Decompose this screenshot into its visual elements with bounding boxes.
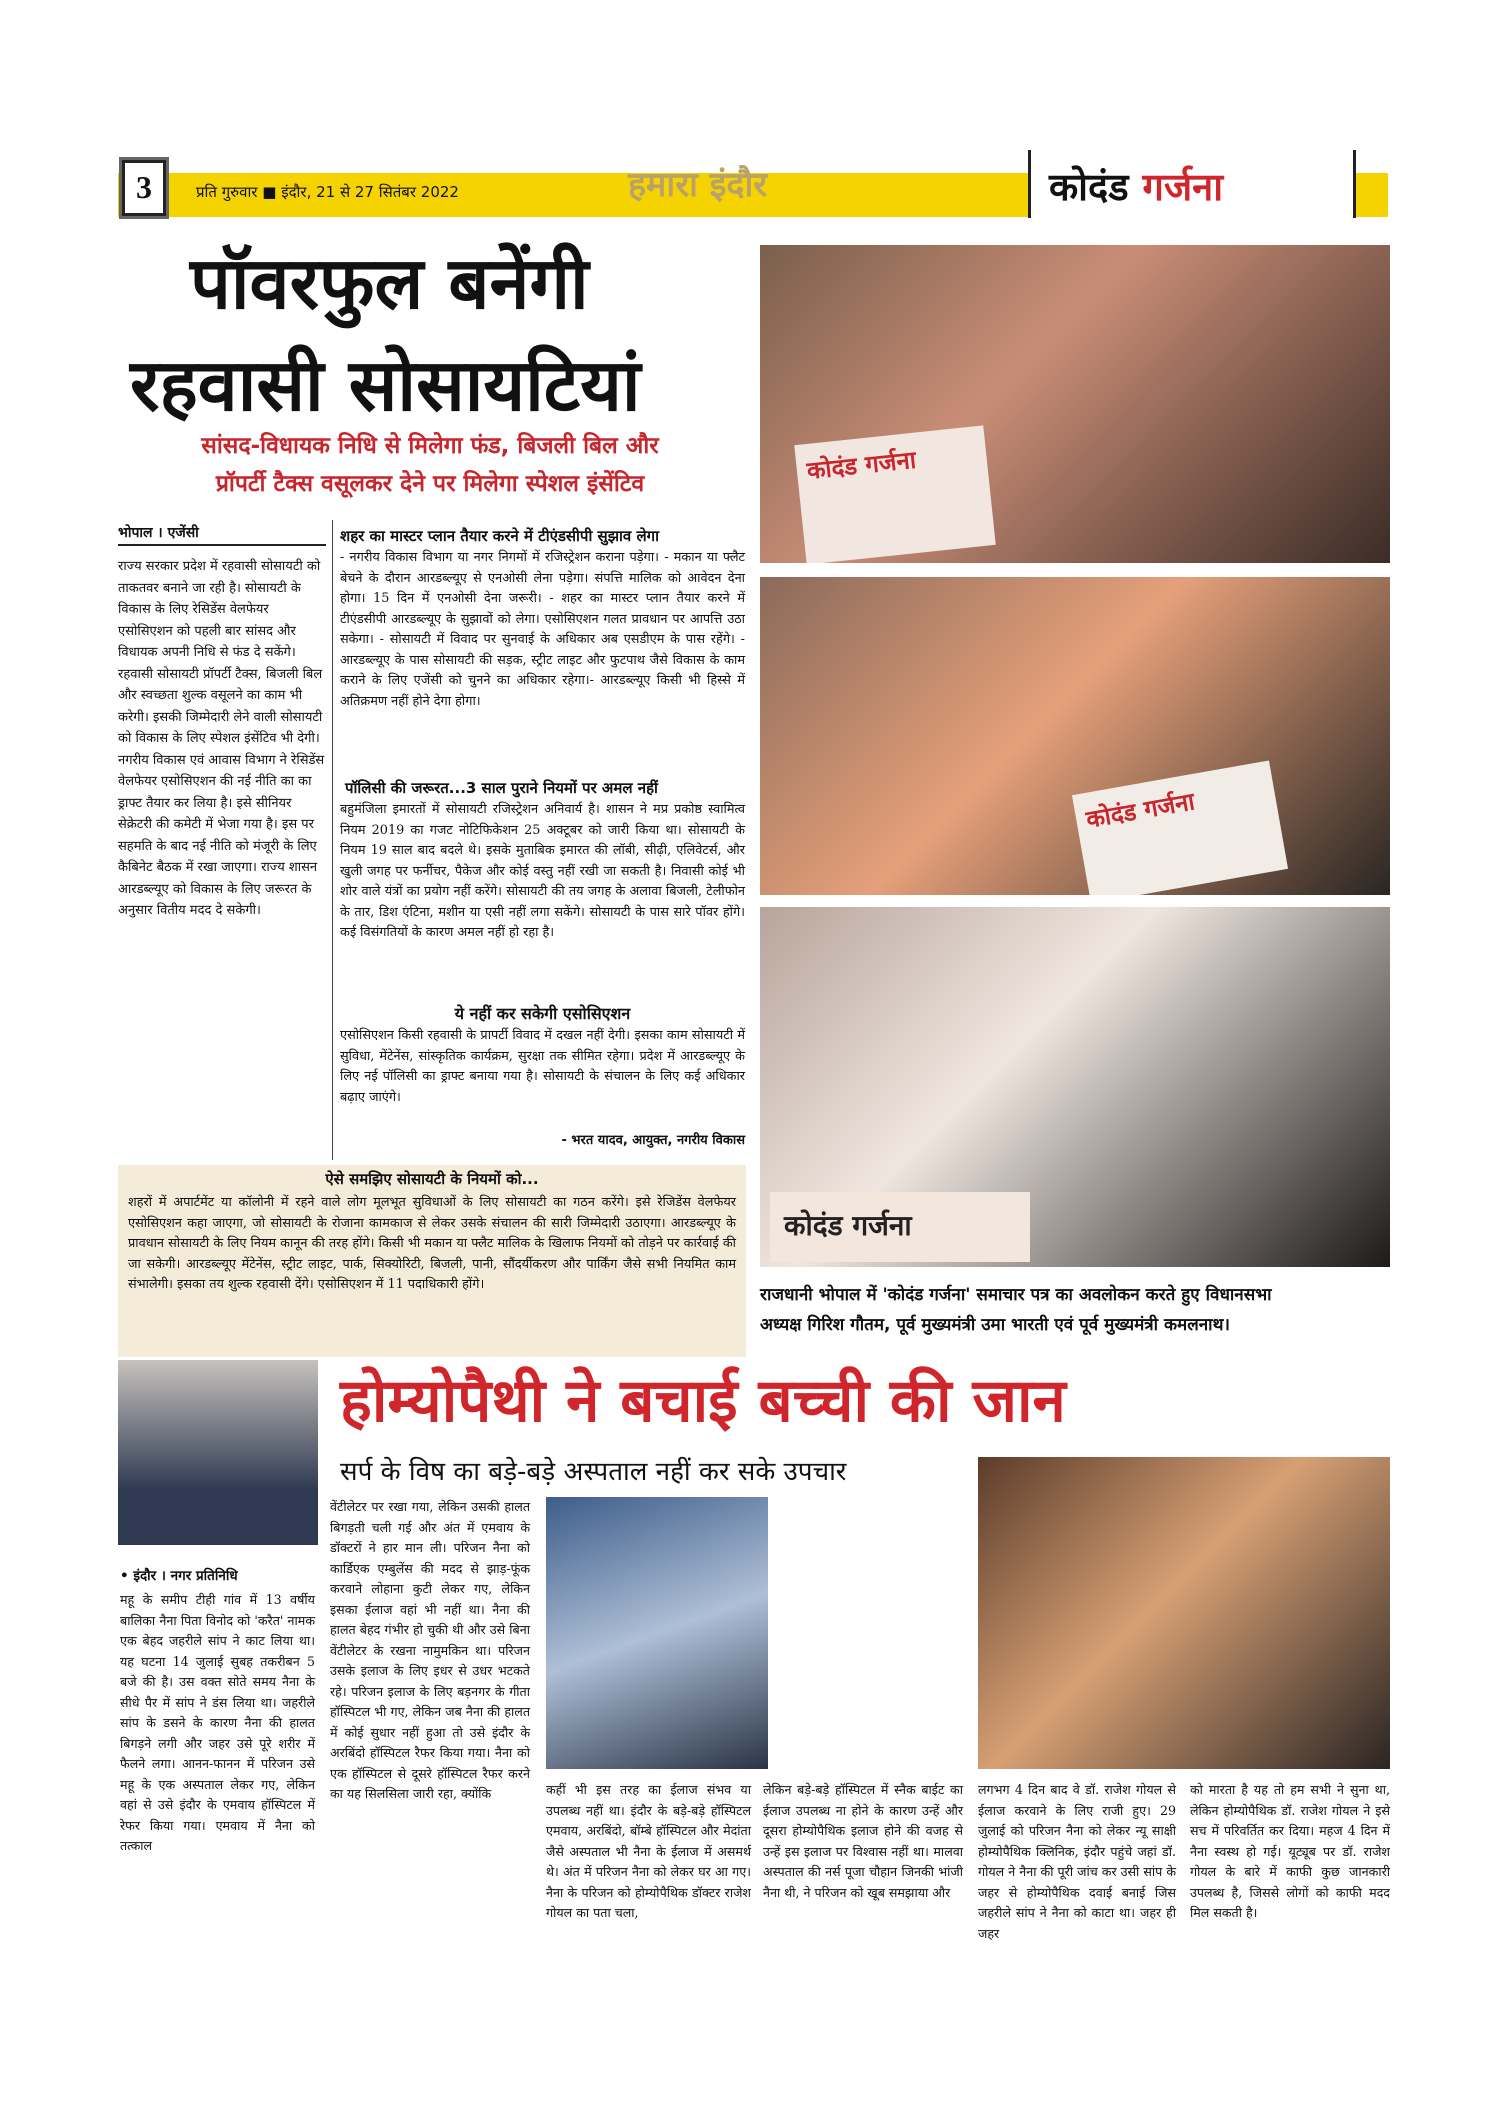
subhead-line-1: सांसद-विधायक निधि से मिलेगा फंड, बिजली बिल और: [201, 433, 659, 459]
story2-col2: वेंटीलेटर पर रखा गया, लेकिन उसकी हालत बिगड़ती चली गई और अंत में एमवाय के डॉक्टरों ने हार मान ली। परिजन नैना को कार्डिएक एम्बुलेंस की मदद से झाड़-फूंक करवाने लोहाना कुटी लेकर गए, लेकिन इसका ईलाज वहां भी नहीं था। नैना की हालत बेहद गंभीर हो चुकी थी और उसे बिना वेंटीलेटर के रखना नामुमकिन था। परिजन उसके इलाज के लिए इधर से उधर भटकते रहे। परिजन इलाज के लिए बड़नगर के गीता हॉस्पिटल भी गए, लेकिन जब नैना की हालत में कोई सुधार नहीं हुआ तो उसे इंदौर के अरबिंदो हॉस्पिटल रैफर किया गया। नैना को एक हॉस्पिटल से दूसरे हॉस्पिटल रैफर करने का यह सिलसिला जारी रहा, क्योंकि: [330, 1499, 530, 1801]
photo-family: [978, 1457, 1390, 1769]
newspaper-prop-3: कोदंड गर्जना: [770, 1192, 1030, 1262]
photo-doctor: [118, 1360, 318, 1545]
photo-event-1: [760, 245, 1390, 563]
info-box-text: शहरों में अपार्टमेंट या कॉलोनी में रहने वाले लोग मूलभूत सुविधाओं के लिए सोसायटी का गठन करेंगे। इसे रेजिडेंस वेलफेयर एसोसिएशन कहा जाएगा, जो सोसायटी के रोजाना कामकाज से लेकर उसके संचालन की सारी जिम्मेदारी उठाएगा। आरडब्ल्यूए के प्रावधान सोसायटी के लिए नियम कानून की तरह होंगे। किसी भी मकान या फ्लैट मालिक के खिलाफ नियमों को तोड़ने पर कार्रवाई की जा सकेगी। आरडब्ल्यूए मेंटेनेंस, स्ट्रीट लाइट, पार्क, सिक्योरिटी, बिजली, पानी, सौंदर्यीकरण और पार्किंग जैसे सभी नियमित काम संभालेगी। इसका तय शुल्क रहवासी देंगे। एसोसिएशन में 11 पदाधिकारी होंगे।: [128, 1195, 736, 1292]
photo-event-2: [760, 577, 1390, 895]
story2-col5: लगभग 4 दिन बाद वे डॉ. राजेश गोयल से ईलाज करवाने के लिए राजी हुए। 29 जुलाई को परिजन नैना को लेकर न्यू साक्षी होम्योपैथिक क्लिनिक, इंदौर पहुंचे जहां डॉ. गोयल ने नैना की पूरी जांच कर उसी सांप के जहर से होम्योपैथिक दवाई बनाई जिस जहरीले सांप ने नैना को काटा था। जहर ही जहर: [978, 1782, 1176, 1941]
info-box: [118, 1165, 746, 1357]
story2-col6: को मारता है यह तो हम सभी ने सुना था, लेकिन होम्योपैथिक डॉ. राजेश गोयल ने इसे सच में परिवर्तित कर दिया। महज 4 दिन में नैना स्वस्थ हो गई। यूट्यूब पर डॉ. राजेश गोयल के बारे में काफी कुछ जानकारी उपलब्ध है, जिससे लोगों को काफी मदद मिल सकती है।: [1190, 1782, 1390, 1920]
quote-attribution: - भरत यादव, आयुक्त, नगरीय विकास: [561, 1133, 745, 1148]
caption-line-2: अध्यक्ष गिरिश गौतम, पूर्व मुख्यमंत्री उमा भारती एवं पूर्व मुख्यमंत्री कमलनाथ।: [760, 1315, 1230, 1335]
story2-headline: होम्योपैथी ने बचाई बच्ची की जान: [340, 1366, 1066, 1436]
masthead-logo: [1028, 150, 1356, 218]
story2-col3: कहीं भी इस तरह का ईलाज संभव या उपलब्ध नहीं था। इंदौर के बड़े-बड़े हॉस्पिटल एमवाय, अरबिंदो, बॉम्बे हॉस्पिटल और मेदांता जैसे अस्पताल भी नैना के ईलाज में असमर्थ थे। अंत में परिजन नैना को लेकर घर आ गए। नैना के परिजन को होम्योपैथिक डॉक्टर राजेश गोयल का पता चला,: [546, 1782, 751, 1920]
story2-col4: लेकिन बड़े-बड़े हॉस्पिटल में स्नैक बाईट का ईलाज उपलब्ध ना होने के कारण उन्हें और दूसरा होम्योपैथिक इलाज होने की वजह से उन्हें इस इलाज पर विश्वास नहीं था। मालवा अस्पताल की नर्स पूजा चौहान जिनकी भांजी नैना थी, ने परिजन को खूब समझाया और: [763, 1782, 963, 1900]
headline-line-2: रहवासी सोसायटियां: [130, 342, 641, 427]
para-b: बहुमंजिला इमारतों में सोसायटी रजिस्ट्रेशन अनिवार्य है। शासन ने मप्र प्रकोष्ठ स्वामित्व नियम 2019 का गजट नोटिफिकेशन 25 अक्टूबर को जारी किया था। सोसायटी के नियम 19 साल बाद बदले थे। इसके मुताबिक इमारत की लॉबी, सीढ़ी, एलिवेटर्स, और खुली जगह पर फर्नीचर, पैकेज और कोई वस्तु नहीं रखी जा सकती है। निवासी कोई भी शोर वाले यंत्रों का प्रयोग नहीं करेंगे। सोसायटी की तय जगह के अलावा बिजली, टेलीफोन के तार, डिश एंटिना, मशीन या एसी नहीं लगा सकेंगे। सोसायटी के पास सारे पॉवर होंगे। कई विसंगतियों के कारण अमल नहीं हो रहा है।: [340, 802, 745, 940]
newspaper-prop-2: कोदंड गर्जना: [1072, 760, 1288, 895]
photo-event-3: [760, 907, 1390, 1267]
subhead-a: शहर का मास्टर प्लान तैयार करने में टीएंडसीपी सुझाव लेगा: [340, 527, 659, 545]
section-title: हमारा इंदौर: [628, 165, 768, 205]
dateline: प्रति गुरुवार ■ इंदौर, 21 से 27 सितंबर 2022: [196, 183, 459, 201]
byline: भोपाल । एजेंसी: [118, 523, 326, 546]
para-c: एसोसिएशन किसी रहवासी के प्रापर्टी विवाद में दखल नहीं देगी। इसका काम सोसायटी में सुविधा, मेंटेनेंस, सांस्कृतिक कार्यक्रम, सुरक्षा तक सीमित रहेगा। प्रदेश में आरडब्ल्यूए के लिए नई पॉलिसी का ड्राफ्ट बनाया गया है। सोसायटी के संचालन के लिए कई अधिकार बढ़ाए जाएंगे।: [340, 1028, 745, 1105]
caption-line-1: राजधानी भोपाल में 'कोदंड गर्जना' समाचार पत्र का अवलोकन करते हुए विधानसभा: [760, 1285, 1272, 1305]
para-a: - नगरीय विकास विभाग या नगर निगमों में रजिस्ट्रेशन कराना पड़ेगा। - मकान या फ्लैट बेचने के दौरान आरडब्ल्यूए से एनओसी लेना पड़ेगा। संपत्ति मालिक को आवेदन देना होगा। 15 दिन में एनओसी देना जरूरी। - शहर का मास्टर प्लान तैयार करने में टीएंडसीपी आरडब्ल्यूए के सुझावों को लेगा। एसोसिएशन गलत प्रावधान पर आपत्ति उठा सकेगा। - सोसायटी में विवाद पर सुनवाई के अधिकार अब एसडीएम के पास रहेंगे। - आरडब्ल्यूए के पास सोसायटी की सड़क, स्ट्रीट लाइट और फुटपाथ जैसे विकास के काम कराने के लिए एजेंसी को चुनने का अधिकार रहेगा।- आरडब्ल्यूए किसी भी हिस्से में अतिक्रमण नहीं होने देगा होगा।: [340, 550, 745, 709]
logo-word-1: कोदंड: [1049, 165, 1129, 209]
info-box-title: ऐसे समझिए सोसायटी के नियमों को...: [325, 1170, 539, 1188]
photo-caption: [760, 1280, 1390, 1340]
headline-line-1: पॉवरफुल बनेंगी: [190, 240, 589, 325]
column-rule: [332, 520, 333, 1160]
story1-col1: राज्य सरकार प्रदेश में रहवासी सोसायटी को ताकतवर बनाने जा रही है। सोसायटी के विकास के लिए रेसिडेंस वेलफेयर एसोसिएशन को पहली बार सांसद और विधायक अपनी निधि से फंड दे सकेंगे। रहवासी सोसायटी प्रॉपर्टी टैक्स, बिजली बिल और स्वच्छता शुल्क वसूलने का काम भी करेगी। इसकी जिम्मेदारी लेने वाली सोसायटी को विकास के लिए स्पेशल इंसेंटिव भी देगी। नगरीय विकास एवं आवास विभाग ने रेसिडेंस वेलफेयर एसोसिएशन की नई नीति का का ड्राफ्ट तैयार कर लिया है। इसे सीनियर सेक्रेटरी की कमेटी में भेजा गया है। इस पर सहमति के बाद नई नीति को मंजूरी के लिए कैबिनेट बैठक में रखा जाएगा। राज्य शासन आरडब्ल्यूए को विकास के लिए जरूरत के अनुसार वितीय मदद दे सकेगी।: [118, 559, 325, 918]
story2-byline: • इंदौर । नगर प्रतिनिधि: [120, 1568, 238, 1584]
page-number: 3: [122, 160, 166, 216]
story2-subhead: सर्प के विष का बड़े-बड़े अस्पताल नहीं कर सके उपचार: [340, 1457, 847, 1487]
subhead-b: पॉलिसी की जरूरत...3 साल पुराने नियमों पर अमल नहीं: [345, 779, 658, 797]
logo-word-2: गर्जना: [1142, 165, 1224, 209]
newspaper-prop: कोदंड गर्जना: [794, 425, 996, 563]
subhead-line-2: प्रॉपर्टी टैक्स वसूलकर देने पर मिलेगा स्पेशल इंसेंटिव: [215, 471, 645, 497]
subhead-c: ये नहीं कर सकेगी एसोसिएशन: [454, 1004, 631, 1023]
photo-hospital: [546, 1497, 768, 1769]
story2-col1: महू के समीप टीही गांव में 13 वर्षीय बालिका नैना पिता विनोद को 'करैत' नामक एक बेहद जहरीले सांप ने काट लिया था। यह घटना 14 जुलाई सुबह तकरीबन 5 बजे की है। उस वक्त सोते समय नैना के सीधे पैर में सांप ने डंस लिया था। जहरीले सांप के डसने के कारण नैना की हालत बिगड़ने लगी और जहर उसे पूरे शरीर में फैलने लगा। आनन-फानन में परिजन उसे महू के एक अस्पताल लेकर गए, लेकिन वहां से उसे इंदौर के एमवाय हॉस्पिटल में रेफर किया गया। एमवाय में नैना को तत्काल: [120, 1592, 315, 1853]
